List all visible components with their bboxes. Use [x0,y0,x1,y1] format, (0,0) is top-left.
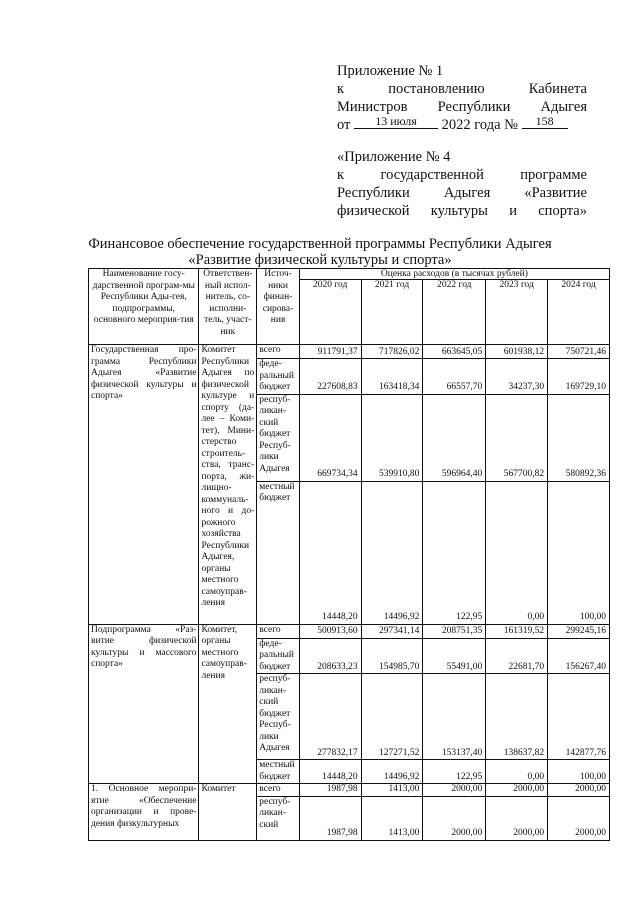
header-row [89,269,610,280]
row-name: 1. Основное меропри-ятие «Обеспечение организации и прове-дения физкультурных [89,784,199,841]
row-value: 14496,92 [361,760,423,784]
row-name: Подпрограмма «Раз-витие физической культуры и массового спорта» [89,624,199,784]
row-value: 138637,82 [486,674,548,760]
row-value: 663645,05 [423,345,486,359]
header-year: 2022 год [423,280,486,345]
row-source: респуб-ликан-ский [257,796,300,840]
table-row [89,624,610,638]
row-value: 161319,52 [486,624,548,638]
row-value: 14448,20 [299,481,361,624]
row-source: всего [257,784,300,797]
row-value: 154985,70 [361,638,423,674]
row-value: 100,00 [548,760,610,784]
row-value: 669734,34 [299,394,361,481]
row-value: 0,00 [486,481,548,624]
row-value: 153137,40 [423,674,486,760]
annex-1-header [337,62,587,134]
resolution-date: 13 июля [354,115,438,129]
row-value: 1413,00 [361,796,423,840]
row-value: 2000,00 [548,784,610,797]
row-value: 567700,82 [486,394,548,481]
row-value: 14448,20 [299,760,361,784]
row-source: местный бюджет [257,760,300,784]
row-value: 169729,10 [548,359,610,395]
row-value: 66557,70 [423,359,486,395]
row-value: 1413,00 [361,784,423,797]
row-value: 2000,00 [423,784,486,797]
annex-4-header [337,148,587,220]
header-year: 2020 год [299,280,361,345]
row-value: 2000,00 [486,784,548,797]
row-source: респуб-ликан-ский бюджет Респуб-лики Адыгея [257,394,300,481]
row-value: 122,95 [423,760,486,784]
row-value: 297341,14 [361,624,423,638]
row-value: 156267,40 [548,638,610,674]
header-year: 2021 год [361,280,423,345]
row-value: 2000,00 [486,796,548,840]
annex-4-line-3: Республики Адыгея «Развитие [337,185,587,201]
row-value: 14496,92 [361,481,423,624]
row-value: 163418,34 [361,359,423,395]
row-executor: Комитет [199,784,257,841]
document-title: Финансовое обеспечение государственной программы Республики Адыгея [88,236,552,252]
row-value: 127271,52 [361,674,423,760]
annex-1-line-3: Министров Республики Адыгея [337,99,587,115]
resolution-number: 158 [522,115,568,129]
financing-table [88,268,610,841]
row-value: 0,00 [486,760,548,784]
row-value: 1987,98 [299,784,361,797]
table-row [89,784,610,797]
annex-4-line-4: физической культуры и спорта» [337,203,587,219]
program-title: «Развитие физической культуры и спорта» [188,252,452,268]
row-source: феде-ральный бюджет [257,638,300,674]
row-value: 539910,80 [361,394,423,481]
annex-4-line-2: к государственной программе [337,167,587,183]
row-value: 208751,35 [423,624,486,638]
row-value: 208633,23 [299,638,361,674]
row-value: 142877,76 [548,674,610,760]
row-value: 34237,30 [486,359,548,395]
row-value: 601938,12 [486,345,548,359]
row-value: 2000,00 [423,796,486,840]
row-source: всего [257,624,300,638]
row-source: феде-ральный бюджет [257,359,300,395]
row-value: 227608,83 [299,359,361,395]
header-year: 2024 год [548,280,610,345]
row-source: местный бюджет [257,481,300,624]
annex-1-date-line: от 13 июля 2022 года № 158 [337,116,587,134]
annex-1-line-2: к постановлению Кабинета [337,81,587,97]
row-value: 100,00 [548,481,610,624]
row-value: 500913,60 [299,624,361,638]
annex-1-title: Приложение № 1 [337,63,444,79]
row-value: 299245,16 [548,624,610,638]
row-value: 911791,37 [299,345,361,359]
header-executor: Ответствен-ный испол-нитель, со-исполни-тель, участ-ник [199,269,257,345]
header-source: Источ-ники финан-сирова-ния [257,269,300,345]
header-estimate: Оценка расходов (в тысячах рублей) [299,269,609,280]
annex-4-title: «Приложение № 4 [337,149,451,165]
row-value: 717826,02 [361,345,423,359]
row-value: 750721,46 [548,345,610,359]
row-value: 55491,00 [423,638,486,674]
row-value: 122,95 [423,481,486,624]
row-value: 1987,98 [299,796,361,840]
header-name: Наименование госу-дарственной програм-мы Республики Ады-гея, подпрограммы, основного мероприя-тия [89,269,199,345]
row-source: респуб-ликан-ский бюджет Респуб-лики Адыгея [257,674,300,760]
row-value: 2000,00 [548,796,610,840]
row-executor: Комитет, органы местного самоуправ-ления [199,624,257,784]
table-row [89,345,610,359]
row-value: 277832,17 [299,674,361,760]
row-value: 580892,36 [548,394,610,481]
header-year: 2023 год [486,280,548,345]
row-value: 22681,70 [486,638,548,674]
row-name: Государственная про-грамма Республики Адыгея «Развитие физической культуры и спорта» [89,345,199,625]
row-executor: Комитет Республики Адыгея по физической культуре и спорту (да-лее – Коми-тет), Мини-стерство строитель-ства, транс-порта, жи-лищно-коммуналь-ного и до-рожного хозяйства Республики Адыгея, органы местного самоуправ-ления [199,345,257,625]
row-source: всего [257,345,300,359]
row-value: 596964,40 [423,394,486,481]
